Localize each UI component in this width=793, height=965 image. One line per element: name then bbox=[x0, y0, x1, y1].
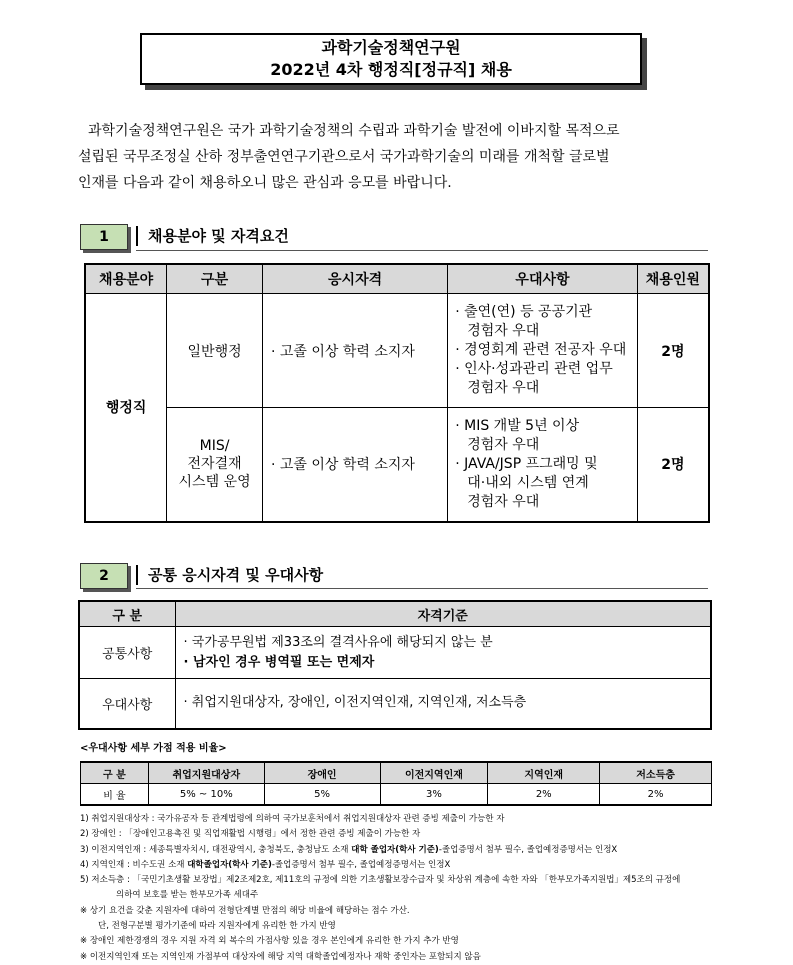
count-cell: 2명 bbox=[637, 408, 709, 522]
criteria-line-bold: · 남자인 경우 병역필 또는 면제자 bbox=[183, 654, 375, 670]
category-line: MIS/ bbox=[199, 438, 230, 455]
intro-paragraph bbox=[78, 118, 728, 196]
footnote-bold: 대학졸업자(학사 기준) bbox=[187, 859, 272, 870]
footnote: 의하여 보호를 받는 한부모가족 세대주 bbox=[116, 890, 259, 901]
pref-line: 대·내외 시스템 연계 bbox=[467, 474, 589, 491]
section2-divider bbox=[136, 588, 708, 589]
pref-line: 경험자 우대 bbox=[467, 436, 540, 453]
footnote-bold: 대학 졸업자(학사 기준) bbox=[351, 844, 439, 855]
pref-line: · JAVA/JSP 프그래밍 및 bbox=[455, 455, 598, 472]
pref-line: · 경영회계 관련 전공자 우대 bbox=[455, 342, 627, 358]
pref-line: 경험자 우대 bbox=[467, 493, 540, 510]
footnote: ※ 장애인 제한경쟁의 경우 지원 자격 외 복수의 가점사항 있을 경우 본인에게 유리한 한 가지 추가 반영 bbox=[80, 936, 459, 947]
section2-number: 2 bbox=[80, 563, 128, 589]
footnote bbox=[80, 843, 740, 858]
header-cell: 구 분 bbox=[81, 762, 149, 784]
footnote: ※ 이전지역인재 또는 지역인재 가점부여 대상자에 해당 지역 대학졸업예정자나 재학 중인자는 포함되지 않음 bbox=[80, 951, 481, 962]
header-cell: 구 분 bbox=[79, 601, 175, 627]
ratio-cell: 2% bbox=[600, 784, 712, 806]
pref-criteria: · 취업지원대상자, 장애인, 이전지역인재, 지역인재, 저소득층 bbox=[175, 679, 711, 729]
intro-line: 설립된 국무조정실 산하 정부출연연구기관으로서 국가과학기술의 미래를 개척할 글로벌 bbox=[78, 149, 610, 165]
footnote: 5) 저소득층 : 「국민기초생활 보장법」제2조제2호, 제11호의 규정에 의한 기초생활보장수급자 및 차상위 계층에 속한 자와 「한부모가족지원법」제5조의 규정에 bbox=[80, 875, 681, 886]
pref-line: 경험자 우대 bbox=[467, 323, 540, 339]
preference-cell bbox=[448, 294, 637, 408]
qualification-cell: · 고졸 이상 학력 소지자 bbox=[262, 408, 447, 522]
table-header-row bbox=[85, 264, 709, 294]
header-cell: 응시자격 bbox=[262, 264, 447, 294]
count-cell: 2명 bbox=[637, 294, 709, 408]
section2-title: 공통 응시자격 및 우대사항 bbox=[136, 565, 323, 585]
header-cell: 이전지역인재 bbox=[380, 762, 488, 784]
ratio-table bbox=[80, 761, 712, 806]
section1-title: 채용분야 및 자격요건 bbox=[136, 226, 289, 246]
table-header-row bbox=[81, 762, 712, 784]
ratio-cell: 5% bbox=[264, 784, 380, 806]
category-line: 시스템 운영 bbox=[178, 474, 251, 491]
footnote bbox=[80, 858, 740, 873]
title-line2: 2022년 4차 행정직[정규직] 채용 bbox=[270, 60, 512, 79]
ratio-cell: 5% ~ 10% bbox=[148, 784, 264, 806]
intro-line: 인재를 다음과 같이 채용하오니 많은 관심과 응모를 바랍니다. bbox=[78, 175, 452, 191]
header-cell: 저소득층 bbox=[600, 762, 712, 784]
common-criteria bbox=[175, 627, 711, 679]
footnotes bbox=[80, 812, 740, 965]
ratio-cell: 2% bbox=[488, 784, 600, 806]
footnote: 1) 취업지원대상자 : 국가유공자 등 관계법령에 의하여 국가보훈처에서 취업지원대상자 관련 증빙 제출이 가능한 자 bbox=[80, 814, 505, 824]
title-line1: 과학기술정책연구원 bbox=[321, 38, 461, 57]
recruitment-table bbox=[84, 263, 710, 523]
footnote: 단, 전형구분별 평가기준에 따라 지원자에게 유리한 한 가지 반영 bbox=[98, 921, 336, 932]
section1-divider bbox=[136, 250, 708, 251]
common-label: 공통사항 bbox=[79, 627, 175, 679]
qualification-cell: · 고졸 이상 학력 소지자 bbox=[262, 294, 447, 408]
header-cell: 우대사항 bbox=[448, 264, 637, 294]
category-line: 전자결재 bbox=[187, 456, 242, 473]
field-cell: 행정직 bbox=[85, 294, 167, 522]
table-row bbox=[85, 294, 709, 408]
pref-line: · MIS 개발 5년 이상 bbox=[455, 417, 580, 434]
header-cell: 취업지원대상자 bbox=[148, 762, 264, 784]
title-box bbox=[140, 33, 642, 85]
header-cell: 채용분야 bbox=[85, 264, 167, 294]
footnote-part: 3) 이전지역인재 : 세종특별자치시, 대전광역시, 충청북도, 충청남도 소재 bbox=[80, 844, 352, 855]
footnote-part: 4) 지역인재 : 비수도권 소재 bbox=[80, 859, 188, 870]
criteria-line: · 국가공무원법 제33조의 결격사유에 해당되지 않는 분 bbox=[183, 634, 493, 650]
intro-line: 과학기술정책연구원은 국가 과학기술정책의 수립과 과학기술 발전에 이바지할 목적으로 bbox=[88, 123, 620, 139]
table-row bbox=[79, 627, 711, 679]
pref-line: 경험자 우대 bbox=[467, 380, 540, 396]
footnote: ※ 상기 요건을 갖춘 지원자에 대하여 전형단계별 만점의 해당 비율에 해당하는 점수 가산. bbox=[80, 905, 410, 916]
common-qualification-table bbox=[78, 600, 712, 730]
footnote-part: -졸업증명서 첨부 필수, 졸업예정증명서는 인정X bbox=[271, 859, 451, 870]
preference-cell bbox=[448, 408, 637, 522]
header-cell: 자격기준 bbox=[175, 601, 711, 627]
category-cell bbox=[167, 408, 263, 522]
table-row bbox=[79, 679, 711, 729]
header-cell: 구분 bbox=[167, 264, 263, 294]
section1-number: 1 bbox=[80, 224, 128, 250]
table-row bbox=[85, 408, 709, 522]
header-cell: 장애인 bbox=[264, 762, 380, 784]
category-cell: 일반행정 bbox=[167, 294, 263, 408]
header-cell: 지역인재 bbox=[488, 762, 600, 784]
table-row bbox=[81, 784, 712, 806]
footnote-part: -졸업증명서 첨부 필수, 졸업예정증명서는 인정X bbox=[438, 844, 618, 855]
pref-line: · 출연(연) 등 공공기관 bbox=[455, 304, 593, 320]
table-header-row bbox=[79, 601, 711, 627]
footnote: 2) 장애인 : 「장애인고용촉진 및 직업재활법 시행령」에서 정한 관련 증빙 제출이 가능한 자 bbox=[80, 829, 421, 840]
header-cell: 채용인원 bbox=[637, 264, 709, 294]
pref-label: 우대사항 bbox=[79, 679, 175, 729]
ratio-cell: 3% bbox=[380, 784, 488, 806]
pref-line: · 인사·성과관리 관련 업무 bbox=[455, 361, 613, 377]
ratio-cell: 비 율 bbox=[81, 784, 149, 806]
ratio-caption: <우대사항 세부 가점 적용 비율> bbox=[80, 743, 227, 754]
